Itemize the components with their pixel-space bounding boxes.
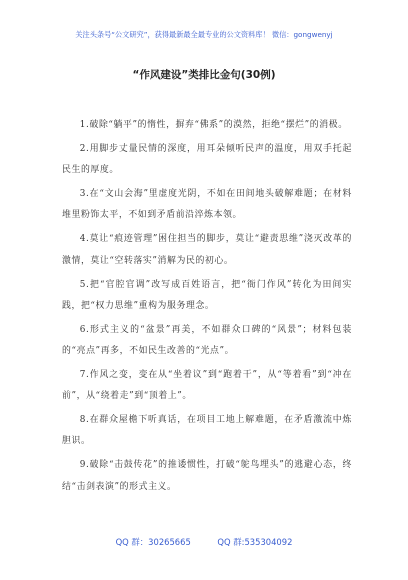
page-header: 关注头条号“公文研究”，获得最新最全最专业的公文资料库！ 微信：gongwenyj: [75, 30, 333, 39]
paragraph-3: 3.在“文山会海”里虚度光阴，不如在田间地头破解难题；在材料堆里粉饰太平，不如到矛盾前沿淬炼本领。: [62, 189, 352, 221]
qq-group-2: QQ 群:535304092: [217, 537, 293, 547]
paragraph-1: 1.破除“躺平”的惰性，摒弃“佛系”的漠然，拒绝“摆烂”的消极。: [79, 120, 348, 130]
paragraph-4: 4.莫让“痕迹管理”困住担当的脚步，莫让“避责思维”浇灭改革的激情，莫让“空转落实”消解为民的初心。: [62, 234, 352, 266]
paragraph-9: 9.破除“击鼓传花”的推诿惯性，打破“鸵鸟埋头”的逃避心态，终结“击剑表演”的形式主义。: [62, 460, 352, 492]
document-title: “作风建设”类排比金句(30例): [132, 69, 276, 81]
paragraph-2: 2.用脚步丈量民情的深度，用耳朵倾听民声的温度，用双手托起民生的厚度。: [62, 144, 352, 176]
paragraph-7: 7.作风之变，变在从“坐着议”到“跑着干”，从“等着看”到“冲在前”，从“绕着走”到“顶着上”。: [62, 370, 352, 402]
paragraph-6: 6.形式主义的“盆景”再美，不如群众口碑的“风景”；材料包装的“亮点”再多，不如民生改善的“光点”。: [62, 324, 352, 357]
document-body: [62, 115, 352, 498]
paragraph-5: 5.把“官腔官调”改写成百姓语言，把“衙门作风”转化为田间实践，把“权力思维”重构为服务理念。: [62, 279, 352, 311]
qq-group-1: QQ 群：30265665: [115, 537, 191, 547]
page-footer: [0, 536, 408, 548]
paragraph-8: 8.在群众屋檐下听真话，在项目工地上解难题，在矛盾激流中炼胆识。: [62, 415, 352, 447]
